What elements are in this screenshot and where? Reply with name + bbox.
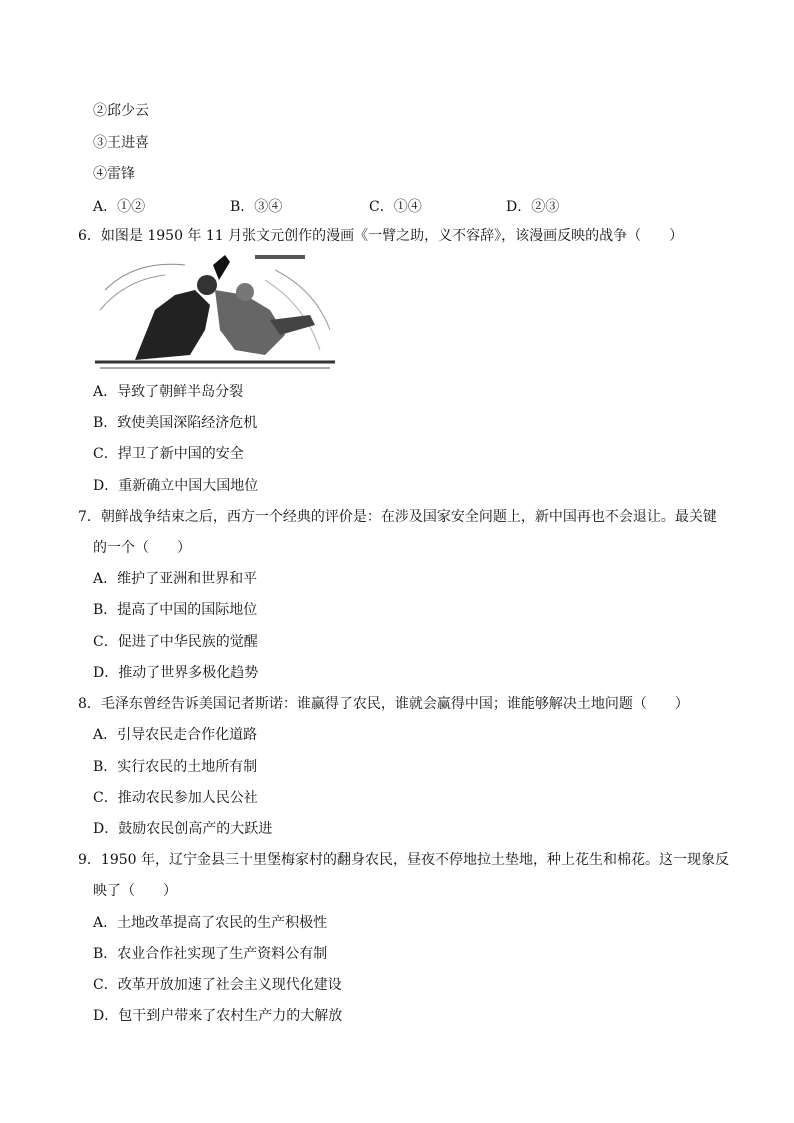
line-option-4: ④雷锋 [93,166,135,182]
q5-choice-a: A．①② [93,199,146,215]
q7-choice-c: C．促进了中华民族的觉醒 [93,634,258,650]
q9-choice-c: C．改革开放加速了社会主义现代化建设 [93,977,342,993]
q9-choice-d: D．包干到户带来了农村生产力的大解放 [93,1008,343,1024]
q6-choice-a: A．导致了朝鲜半岛分裂 [93,384,244,400]
q7-choice-b: B．提高了中国的国际地位 [93,602,258,618]
q7-stem-line1: 7．朝鲜战争结束之后，西方一个经典的评价是：在涉及国家安全问题上，新中国再也不会退让。最关键 [78,509,717,525]
q6-choice-c: C．捍卫了新中国的安全 [93,446,244,462]
q9-stem-line2: 映了（ ） [93,883,177,899]
line-option-2: ②邱少云 [93,103,149,119]
q9-choice-b: B．农业合作社实现了生产资料公有制 [93,946,328,962]
q9-choice-a: A．土地改革提高了农民的生产积极性 [93,915,328,931]
q9-stem-line1: 9．1950 年，辽宁金县三十里堡梅家村的翻身农民，昼夜不停地拉土垫地，种上花生和棉花。这一现象反 [78,852,729,868]
q5-choices-row [93,196,653,214]
q8-choice-c: C．推动农民参加人民公社 [93,790,258,806]
q8-stem: 8．毛泽东曾经告诉美国记者斯诺：谁赢得了农民，谁就会赢得中国；谁能够解决土地问题（ ） [78,696,689,712]
q7-stem-line2: 的一个（ ） [93,540,191,556]
q5-choice-d: D．②③ [506,199,560,215]
q6-choice-d: D．重新确立中国大国地位 [93,478,259,494]
q8-choice-b: B．实行农民的土地所有制 [93,759,258,775]
q6-stem: 6．如图是 1950 年 11 月张文元创作的漫画《一臂之助，义不容辞》，该漫画反映的战争（ ） [78,228,684,244]
q7-choice-a: A．维护了亚洲和世界和平 [93,571,258,587]
q8-choice-a: A．引导农民走合作化道路 [93,727,258,743]
q5-choice-b: B．③④ [230,199,283,215]
q8-choice-d: D．鼓励农民创高产的大跃进 [93,821,273,837]
q6-choice-b: B．致使美国深陷经济危机 [93,415,258,431]
cartoon-illustration [95,250,335,370]
q5-choice-c: C．①④ [369,199,422,215]
q7-choice-d: D．推动了世界多极化趋势 [93,665,259,681]
line-option-3: ③王进喜 [93,135,149,151]
